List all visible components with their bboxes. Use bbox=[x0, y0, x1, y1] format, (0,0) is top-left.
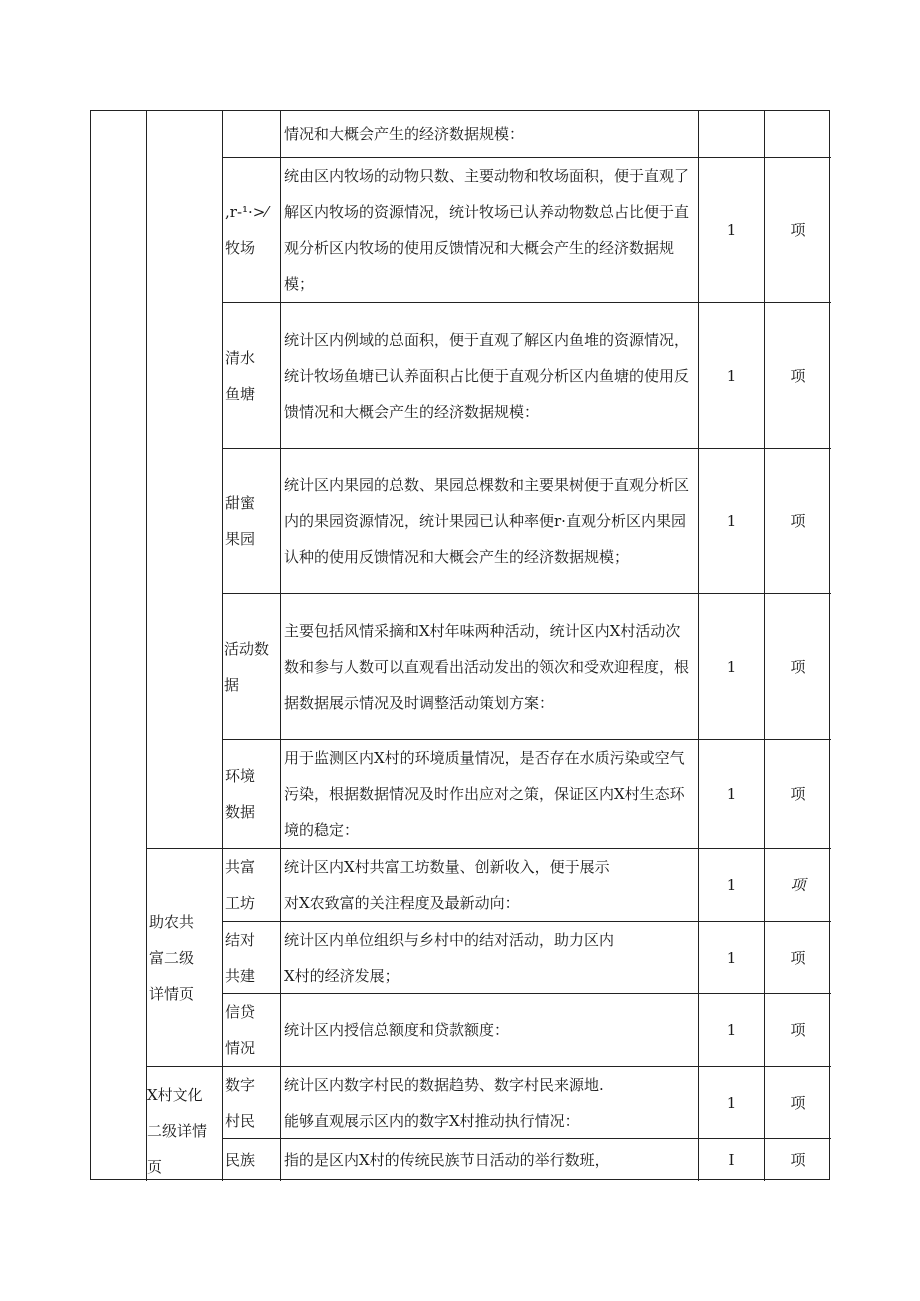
table-row-unit: 项 bbox=[790, 366, 806, 385]
table-row-desc: 指的是区内X村的传统民族节日活动的举行数班， bbox=[284, 1151, 610, 1169]
section-label-text: X村文化 二级详情 页 bbox=[147, 1086, 208, 1176]
table-row-sub: ,r-¹·>⁄ 牧场 bbox=[225, 203, 268, 257]
table-row-qty: 1 bbox=[726, 366, 737, 385]
section-label bbox=[147, 1067, 222, 1181]
table-row-unit: 项 bbox=[790, 657, 806, 676]
table-row-qty: 1 bbox=[726, 512, 737, 530]
table-row-qty: 1 bbox=[726, 876, 737, 894]
table-row-sub: 清水 鱼塘 bbox=[225, 348, 256, 403]
table-row-desc: 统计区内授信总额度和贷款额度： bbox=[284, 1021, 510, 1039]
table-row-qty: 1 bbox=[726, 948, 737, 967]
table-row-desc: 情况和大概会产生的经济数据规模： bbox=[284, 125, 525, 143]
table-row-unit: 项 bbox=[790, 512, 806, 530]
data-table bbox=[90, 110, 830, 1180]
table-row-unit: 项 bbox=[790, 1151, 806, 1169]
table-row-qty: 1 bbox=[726, 785, 737, 803]
table-row-qty: 1 bbox=[726, 657, 737, 676]
table-row-desc: 统计区内单位组织与乡村中的结对活动，助力区内 X村的经济发展； bbox=[284, 930, 615, 985]
table-row-qty: 1 bbox=[726, 1021, 737, 1039]
table-row-qty: I bbox=[728, 1151, 735, 1169]
table-row-sub: 共富 工坊 bbox=[225, 858, 256, 912]
section-label bbox=[147, 849, 222, 1066]
table-row-desc: 统计区内X村共富工坊数量、创新收入，便于展示 对X农致富的关注程度及最新动向： bbox=[284, 858, 610, 912]
table-row-qty: 1 bbox=[726, 221, 737, 239]
table-row-unit: 项 bbox=[790, 1093, 806, 1112]
section-label-text: 助农共 富二级 详情页 bbox=[149, 912, 195, 1003]
table-row-desc: 用于监测区内X村的环境质量情况，是否存在水质污染或空气污染，根据数据情况及时作出应对之策，保证区内X村生态环境的稳定： bbox=[284, 749, 685, 839]
table-row-desc: 统计区内数字村民的数据趋势、数字村民来源地. 能够直观展示区内的数字X村推动执行情况： bbox=[284, 1075, 604, 1130]
table-row-sub: 民族 bbox=[225, 1151, 256, 1169]
table-row-desc: 统计区内例域的总面积，便于直观了解区内鱼堆的资源情况，统计牧场鱼塘已认养面积占比便于直观分析区内鱼塘的使用反馈情况和大概会产生的经济数据规模： bbox=[284, 330, 690, 421]
table-row-unit: 项 bbox=[790, 876, 806, 894]
table-row-sub: 环境 数据 bbox=[225, 767, 256, 821]
table-row-unit: 项 bbox=[790, 1021, 806, 1039]
table-row-unit: 项 bbox=[790, 785, 806, 803]
table-row-desc: 主要包括风情采摘和X村年味两种活动，统计区内X村活动次数和参与人数可以直观看出活动发出的领次和受欢迎程度，根据数据展示情况及时调整活动策划方案： bbox=[284, 621, 690, 712]
table-row-unit: 项 bbox=[790, 948, 806, 967]
table-row-sub: 甜蜜 果园 bbox=[225, 494, 256, 548]
table-row-sub: 数字 村民 bbox=[225, 1075, 256, 1130]
table-row-sub: 结对 共建 bbox=[225, 930, 256, 985]
grid-line bbox=[280, 111, 281, 1181]
table-row-desc: 统计区内果园的总数、果园总棵数和主要果树便于直观分析区内的果园资源情况，统计果园已认种率便r·直观分析区内果园认种的使用反馈情况和大概会产生的经济数据规模； bbox=[284, 476, 690, 566]
table-row-sub: 信贷 情况 bbox=[225, 1003, 256, 1057]
table-row-qty: 1 bbox=[726, 1093, 737, 1112]
table-row-unit: 项 bbox=[790, 221, 806, 239]
table-row-sub: 活动数 据 bbox=[224, 639, 270, 694]
table-row-desc: 统由区内牧场的动物只数、主要动物和牧场面积，便于直观了解区内牧场的资源情况，统计牧场已认养动物数总占比便于直观分析区内牧场的使用反馈情况和大概会产生的经济数据规模； bbox=[284, 167, 690, 293]
